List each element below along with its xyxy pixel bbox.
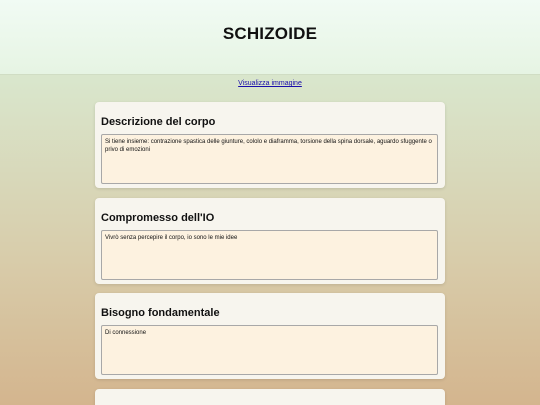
body-description-field[interactable]: Si tiene insieme: contrazione spastica delle giunture, cololo e diaframma, torsione della spina dorsale, aguardo sfuggente o privo di emozioni [101,134,438,184]
view-image-link[interactable]: Visualizza immagine [238,80,302,87]
section-card-fundamental-need [95,293,445,379]
section-heading: Descrizione del corpo [101,116,216,128]
section-heading: Bisogno fondamentale [101,307,220,319]
section-card-body-description [95,102,445,188]
section-card-ego-compromise [95,198,445,284]
section-card-partial [95,389,445,405]
fundamental-need-field[interactable]: Di connessione [101,325,438,375]
view-image-link-container [0,80,540,87]
page-header [0,0,540,74]
page-title: SCHIZOIDE [222,24,318,43]
section-heading: Compromesso dell'IO [101,212,215,224]
ego-compromise-field[interactable]: Vivrò senza percepire il corpo, io sono le mie idee [101,230,438,280]
